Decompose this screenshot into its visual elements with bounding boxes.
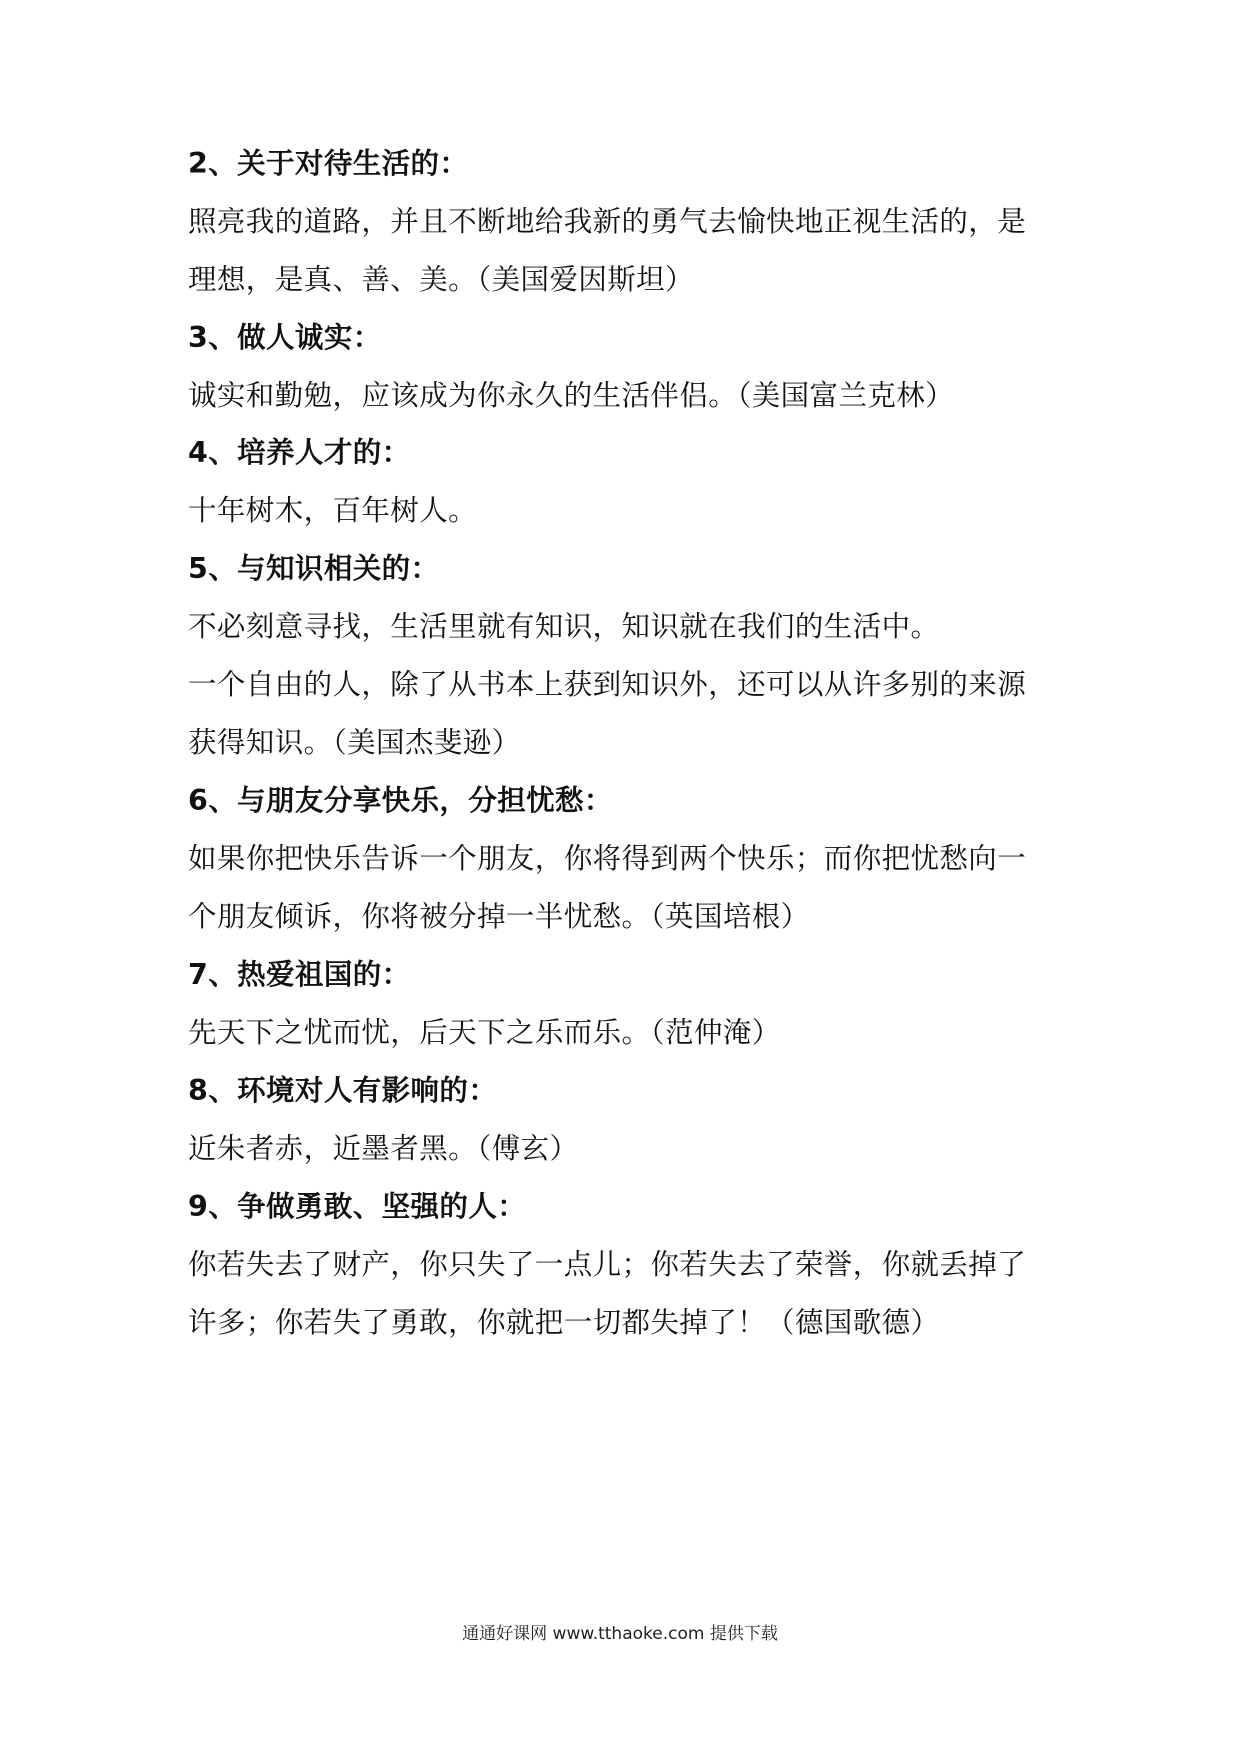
section-heading: 5、与知识相关的： <box>188 552 440 585</box>
paragraph-line: 诚实和勤勉，应该成为你永久的生活伴侣。（美国富兰克林） <box>188 379 955 412</box>
paragraph-line: 许多；你若失了勇敢，你就把一切都失掉了！（德国歌德） <box>188 1306 940 1339</box>
paragraph-line: 获得知识。（美国杰斐逊） <box>188 726 521 759</box>
paragraph-line: 近朱者赤，近墨者黑。（傅玄） <box>188 1132 579 1165</box>
section-heading: 9、争做勇敢、坚强的人： <box>188 1190 527 1223</box>
section-heading: 2、关于对待生活的： <box>188 147 469 180</box>
paragraph-line: 如果你把快乐告诉一个朋友，你将得到两个快乐；而你把忧愁向一 <box>188 842 1027 875</box>
section-heading: 4、培养人才的： <box>188 436 411 469</box>
section-heading: 7、热爱祖国的： <box>188 958 411 991</box>
paragraph-line: 十年树木，百年树人。 <box>188 494 478 527</box>
paragraph-line: 个朋友倾诉，你将被分掉一半忧愁。（英国培根） <box>188 900 810 933</box>
paragraph-line: 你若失去了财产，你只失了一点儿；你若失去了荣誉，你就丢掉了 <box>188 1248 1027 1281</box>
page-footer: 通通好课网 www.tthaoke.com 提供下载 <box>462 1624 778 1644</box>
paragraph-line: 不必刻意寻找，生活里就有知识，知识就在我们的生活中。 <box>188 610 940 643</box>
section-heading: 8、环境对人有影响的： <box>188 1074 498 1107</box>
paragraph-line: 先天下之忧而忧，后天下之乐而乐。（范仲淹） <box>188 1016 781 1049</box>
paragraph-line: 照亮我的道路，并且不断地给我新的勇气去愉快地正视生活的，是 <box>188 205 1027 238</box>
section-heading: 3、做人诚实： <box>188 321 382 354</box>
paragraph-line: 理想，是真、善、美。（美国爱因斯坦） <box>188 263 694 296</box>
paragraph-line: 一个自由的人，除了从书本上获到知识外，还可以从许多别的来源 <box>188 668 1027 701</box>
section-heading: 6、与朋友分享快乐，分担忧愁： <box>188 784 613 817</box>
